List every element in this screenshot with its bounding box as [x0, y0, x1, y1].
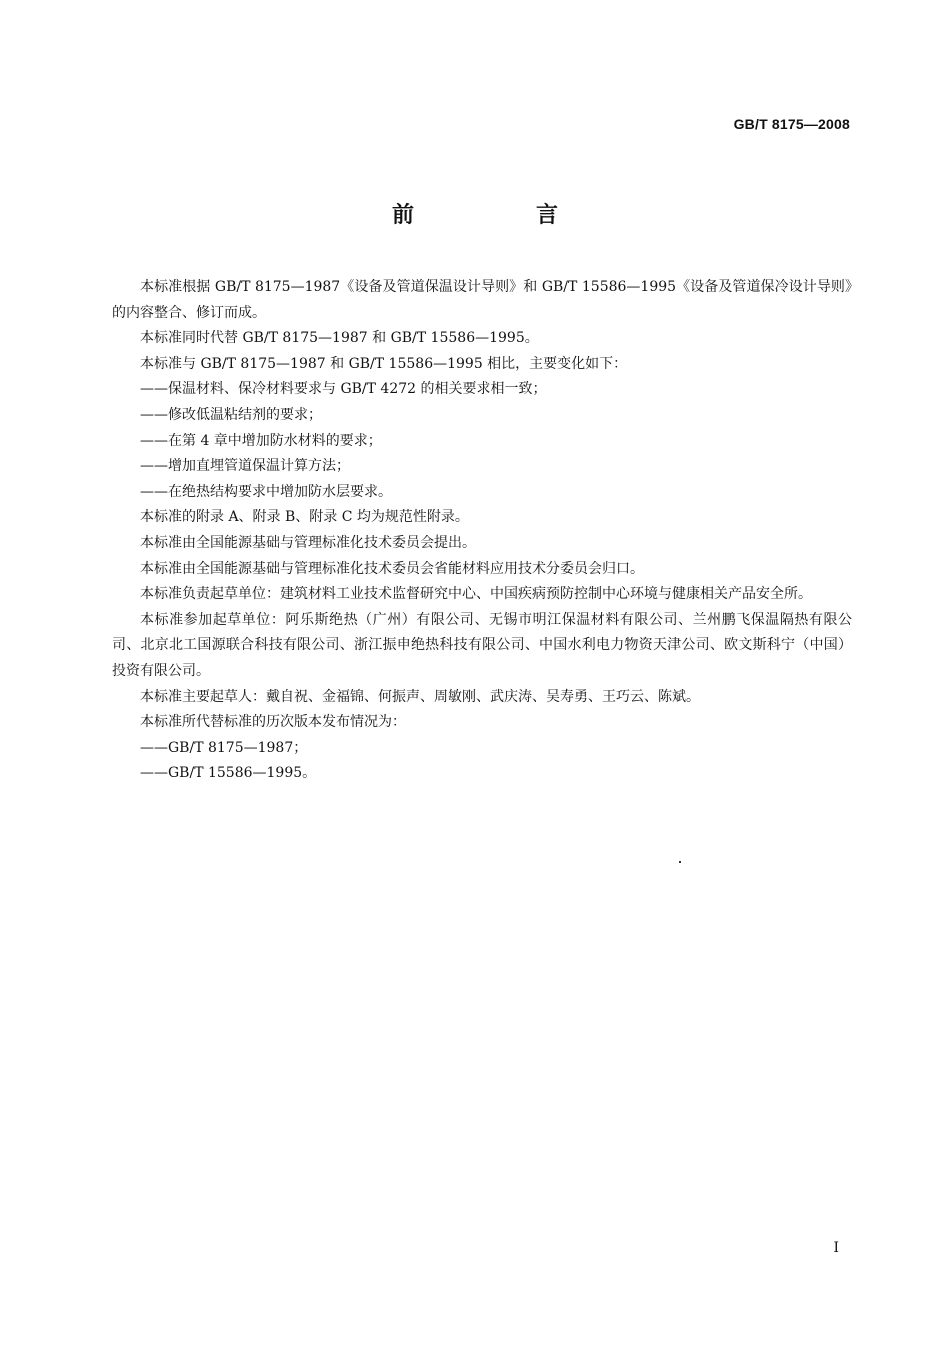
change-item: ——增加直埋管道保温计算方法；: [140, 458, 350, 475]
previous-version-item: ——GB/T 15586—1995。: [140, 765, 317, 782]
change-item: ——修改低温粘结剂的要求；: [140, 406, 322, 423]
paragraph-centralized-by: 本标准由全国能源基础与管理标准化技术委员会省能材料应用技术分委员会归口。: [140, 560, 644, 577]
paragraph-origin: 本标准根据 GB/T 8175—1987《设备及管道保温设计导则》和 GB/T 15586—1995《设备及管道保冷设计导则》的内容整合、修订而成。: [112, 279, 852, 321]
change-item: ——在绝热结构要求中增加防水层要求。: [140, 483, 392, 500]
change-item: ——保温材料、保冷材料要求与 GB/T 4272 的相关要求相一致；: [140, 381, 547, 398]
scan-dot: [679, 861, 681, 863]
foreword-body: [112, 275, 852, 787]
paragraph-replaces: 本标准同时代替 GB/T 8175—1987 和 GB/T 15586—1995。: [140, 330, 539, 347]
page-title: 前 言: [391, 203, 608, 228]
paragraph-lead-drafters: 本标准负责起草单位：建筑材料工业技术监督研究中心、中国疾病预防控制中心环境与健康相关产品安全所。: [140, 586, 812, 603]
previous-version-item: ——GB/T 8175—1987；: [140, 739, 308, 756]
page-number: I: [833, 1240, 839, 1256]
change-item: ——在第 4 章中增加防水材料的要求；: [140, 432, 382, 449]
standard-code: GB/T 8175—2008: [733, 116, 850, 132]
paragraph-history-intro: 本标准所代替标准的历次版本发布情况为：: [140, 714, 406, 731]
paragraph-annexes: 本标准的附录 A、附录 B、附录 C 均为规范性附录。: [140, 509, 469, 526]
paragraph-participating-drafters: 本标准参加起草单位：阿乐斯绝热（广州）有限公司、无锡市明江保温材料有限公司、兰州鹏飞保温隔热有限公司、北京北工国源联合科技有限公司、浙江振申绝热科技有限公司、中国水利电力物资天津公司、欧文斯科宁（中国）投资有限公司。: [112, 611, 852, 679]
paragraph-proposed-by: 本标准由全国能源基础与管理标准化技术委员会提出。: [140, 534, 476, 551]
paragraph-changes-intro: 本标准与 GB/T 8175—1987 和 GB/T 15586—1995 相比，主要变化如下：: [140, 355, 628, 372]
paragraph-main-drafters: 本标准主要起草人：戴自祝、金福锦、何振声、周敏刚、武庆涛、吴寿勇、王巧云、陈斌。: [140, 688, 700, 705]
